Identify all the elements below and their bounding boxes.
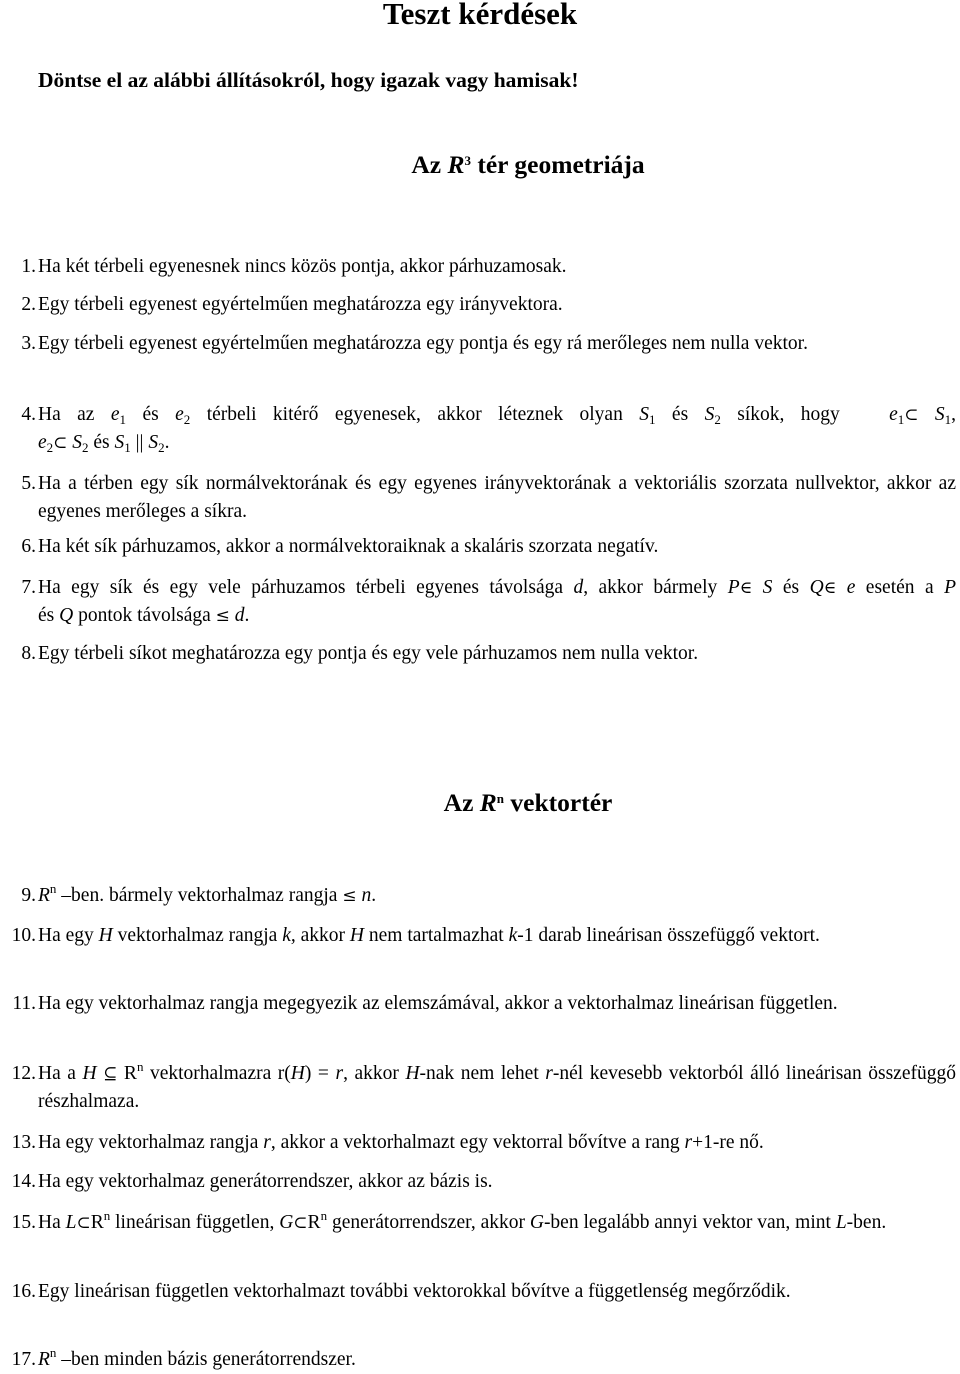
question-number: 14. [11, 1171, 36, 1192]
question-6 [0, 533, 956, 561]
question-2 [0, 291, 956, 319]
question-text: Ha egy vektorhalmaz rangja r, akkor a vektorhalmazt egy vektorral bővítve a rang r+1-re nő. [38, 1132, 764, 1153]
question-text: Egy térbeli egyenest egyértelműen meghatározza egy pontja és egy rá merőleges nem nulla vektor. [38, 333, 808, 354]
question-4 [0, 401, 956, 457]
question-text: $R^n$ –ben minden bázis generátorrendszer. [38, 1345, 356, 1370]
question-number: 7. [21, 577, 36, 598]
subset-symbol: ⊂ [53, 433, 68, 453]
element-of-symbol: ∈ [823, 578, 837, 598]
question-text: Ha az $e_1$ és $e_2$ térbeli kitérő egyenesek, akkor léteznek olyan $S_1$ és $S_2$ síkok, hogy $e_1\subset$ $S_1$, [38, 404, 957, 427]
question-text: Egy térbeli síkot meghatározza egy pontja és egy vele párhuzamos nem nulla vektor. [38, 643, 699, 664]
question-number: 17. [11, 1349, 36, 1370]
question-number: 16. [11, 1281, 36, 1302]
question-number: 4. [21, 404, 36, 425]
page-title: Teszt kérdések [382, 0, 578, 31]
question-number: 13. [11, 1132, 36, 1153]
subseteq-symbol: ⊆ [103, 1064, 118, 1084]
question-7 [0, 574, 956, 630]
parallel-symbol: || [135, 432, 144, 453]
question-10 [0, 922, 956, 950]
question-text: Ha a H ⊆ $R^n$ vektorhalmazra r(H) = r, akkor H-nak nem lehet r-nél kevesebb vektorból álló lineárisan összefüggő részhalmaza. [38, 1059, 956, 1112]
question-text-line2: $e_2\subset$ $S_2$ és $S_1$ || $S_2$. [38, 432, 170, 455]
question-text: Ha egy vektorhalmaz rangja megegyezik az elemszámával, akkor a vektorhalmaz lineárisan független. [38, 993, 838, 1014]
question-14 [0, 1168, 956, 1196]
question-5 [0, 470, 956, 526]
section-heading-r3: Az $R^3$ tér geometriája [411, 150, 645, 179]
element-of-symbol: ∈ [739, 578, 753, 598]
question-15 [0, 1209, 956, 1237]
subset-symbol: ⊂ [904, 405, 919, 425]
question-text: Ha $L\subset R^n$ lineárisan független, $G\subset R^n$ generátorrendszer, akkor G-ben legalább annyi vektor van, mint L-ben. [38, 1208, 887, 1233]
question-9 [0, 882, 956, 910]
question-number: 10. [11, 925, 36, 946]
question-text: Egy lineárisan független vektorhalmazt további vektorokkal bővítve a függetlenség megőrződik. [38, 1281, 791, 1302]
question-number: 6. [21, 536, 36, 557]
question-number: 1. [21, 256, 36, 277]
question-text: Ha egy sík és egy vele párhuzamos térbeli egyenes távolsága d, akkor bármely P∈ S és Q∈ e esetén a P [38, 577, 956, 598]
question-number: 11. [12, 993, 36, 1014]
question-3 [0, 330, 956, 358]
question-text: $R^n$ –ben. bármely vektorhalmaz rangja ≤ n. [38, 881, 377, 906]
instruction-text: Döntse el az alábbi állításokról, hogy igazak vagy hamisak! [38, 68, 579, 92]
question-text: Ha egy vektorhalmaz generátorrendszer, akkor az bázis is. [38, 1171, 493, 1192]
question-number: 2. [21, 294, 36, 315]
question-16 [0, 1278, 956, 1306]
leq-symbol: ≤ [215, 606, 230, 626]
question-number: 9. [21, 885, 36, 906]
question-text-line2: és Q pontok távolsága ≤ d. [38, 605, 250, 626]
question-1 [0, 253, 956, 281]
leq-symbol: ≤ [342, 886, 357, 906]
question-number: 8. [21, 643, 36, 664]
question-17 [0, 1346, 956, 1374]
section-heading-rn: Az $R^n$ vektortér [443, 788, 613, 817]
question-11 [0, 990, 956, 1018]
question-number: 5. [21, 473, 36, 494]
question-8 [0, 640, 956, 668]
question-text: Ha két térbeli egyenesnek nincs közös pontja, akkor párhuzamosak. [38, 256, 567, 277]
question-12 [0, 1060, 956, 1116]
question-text: Ha egy H vektorhalmaz rangja k, akkor H nem tartalmazhat k-1 darab lineárisan összefüggő vektort. [38, 925, 820, 946]
question-number: 3. [21, 333, 36, 354]
question-text: Egy térbeli egyenest egyértelműen meghatározza egy irányvektora. [38, 294, 563, 315]
subset-symbol: ⊂ [76, 1213, 91, 1233]
question-text: Ha a térben egy sík normálvektorának és egy egyenes irányvektorának a vektoriális szorzata nullvektor, akkor az egyenes merőleges a síkra. [38, 473, 956, 522]
question-number: 12. [11, 1063, 36, 1084]
question-13 [0, 1129, 956, 1157]
question-number: 15. [11, 1212, 36, 1233]
subset-symbol: ⊂ [293, 1213, 308, 1233]
question-text: Ha két sík párhuzamos, akkor a normálvektoraiknak a skaláris szorzata negatív. [38, 536, 659, 557]
